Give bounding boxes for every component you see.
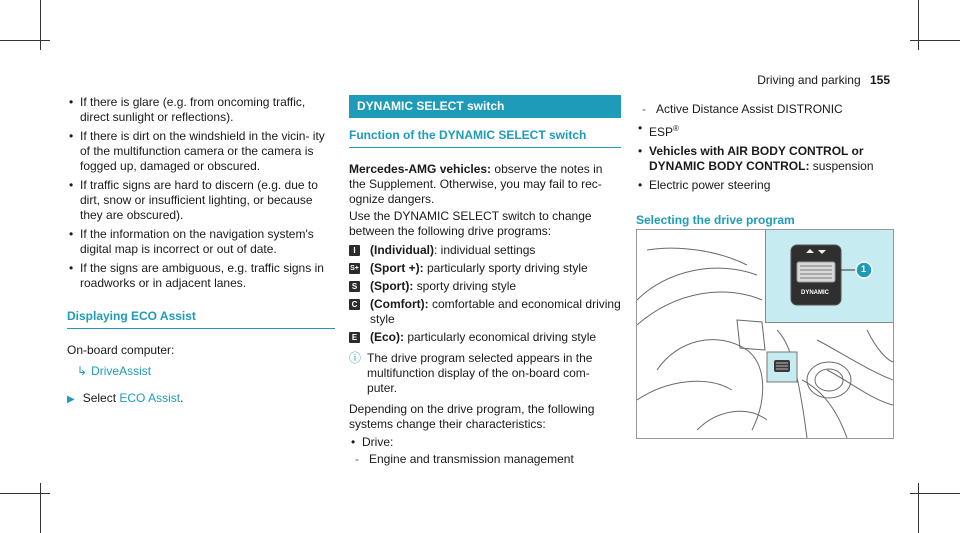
switch-detail-inset — [765, 230, 894, 323]
crop-mark — [0, 40, 50, 41]
mode-individual: I (Individual): individual settings — [349, 243, 621, 258]
amg-note: Mercedes-AMG vehicles: observe the notes in the Supplement. Otherwise, you may fail to rec- ognize dangers. — [349, 162, 603, 206]
selecting-title: Selecting the drive program — [636, 213, 892, 233]
menu-arrow-icon: ↳ — [77, 364, 88, 378]
dynamic-label: DYNAMIC — [801, 290, 829, 296]
eco-icon: E — [349, 332, 360, 343]
list-item: • If the information on the navigation system's digital map is incorrect or out of date. — [69, 227, 314, 256]
mode-eco: E (Eco): particularly economical driving style — [349, 330, 621, 345]
crop-mark — [918, 0, 919, 50]
page-header — [757, 73, 890, 87]
crop-mark — [0, 493, 50, 494]
list-item: • Vehicles with AIR BODY CONTROL or DYNAMIC BODY CONTROL: suspension — [638, 144, 874, 173]
use-text: Use the DYNAMIC SELECT switch to change between the following drive programs: — [349, 209, 592, 238]
drive-sub-list-continued — [636, 102, 892, 117]
menu-path — [77, 364, 335, 379]
sport-plus-icon: S+ — [350, 265, 359, 272]
crop-mark — [40, 0, 41, 50]
condition-list — [67, 95, 335, 291]
left-column — [67, 95, 335, 407]
drive-sub-list — [355, 452, 621, 467]
list-item: • If there is glare (e.g. from oncoming traffic, direct sunlight or reflections). — [69, 95, 306, 124]
eco-assist-link[interactable]: ECO Assist — [119, 391, 181, 405]
dynamic-switch-illustration — [766, 230, 894, 322]
header-section: Driving and parking — [757, 73, 861, 87]
comfort-icon: C — [349, 299, 360, 310]
callout-number: 1 — [861, 264, 867, 274]
systems-list — [636, 121, 892, 193]
drive-assist-link[interactable]: DriveAssist — [91, 364, 152, 378]
list-item: • If traffic signs are hard to discern (e.g. due to dirt, snow or insufficient lighting, or because they are obscured). — [69, 178, 318, 222]
mode-comfort: C (Comfort): comfortable and economical driving style — [349, 297, 621, 327]
crop-mark — [918, 483, 919, 533]
list-item: • Electric power steering — [638, 178, 771, 192]
onboard-computer-label: On-board computer: — [67, 343, 175, 357]
individual-icon: I — [349, 245, 360, 256]
drive-list — [349, 435, 621, 467]
right-column — [636, 95, 892, 247]
function-title: Function of the DYNAMIC SELECT switch — [349, 128, 621, 148]
list-item: • If there is dirt on the windshield in the vicin- ity of the multifunction camera or the camera is fogged up, damaged or obscured. — [69, 129, 325, 173]
mode-sport: S (Sport): sporty driving style — [349, 279, 621, 294]
eco-assist-title: Displaying ECO Assist — [67, 309, 335, 329]
dynamic-select-heading: DYNAMIC SELECT switch — [349, 95, 621, 118]
info-note: ⓘ The drive program selected appears in the multifunction display of the on-board com- puter. — [349, 351, 593, 395]
list-item: - Active Distance Assist DISTRONIC — [642, 102, 843, 116]
info-icon: ⓘ — [349, 351, 362, 365]
list-item: • ESP® — [638, 121, 679, 139]
list-item: • Drive: - Engine and transmission management — [349, 435, 621, 467]
step-arrow-icon: ▶ — [67, 394, 75, 405]
list-item: • If the signs are ambiguous, e.g. traffic signs in roadworks or in adjacent lanes. — [69, 261, 324, 290]
crop-mark — [40, 483, 41, 533]
instruction-step: ▶ Select ECO Assist. — [67, 391, 184, 405]
depending-text: Depending on the drive program, the following systems change their characteristics: — [349, 402, 595, 431]
mode-sport-plus: S+ (Sport +): particularly sporty driving style — [350, 261, 588, 275]
sport-icon: S — [349, 281, 360, 292]
console-figure — [636, 229, 894, 439]
list-item: - Engine and transmission management — [355, 452, 574, 466]
middle-column — [349, 95, 621, 471]
page-number: 155 — [869, 73, 890, 87]
